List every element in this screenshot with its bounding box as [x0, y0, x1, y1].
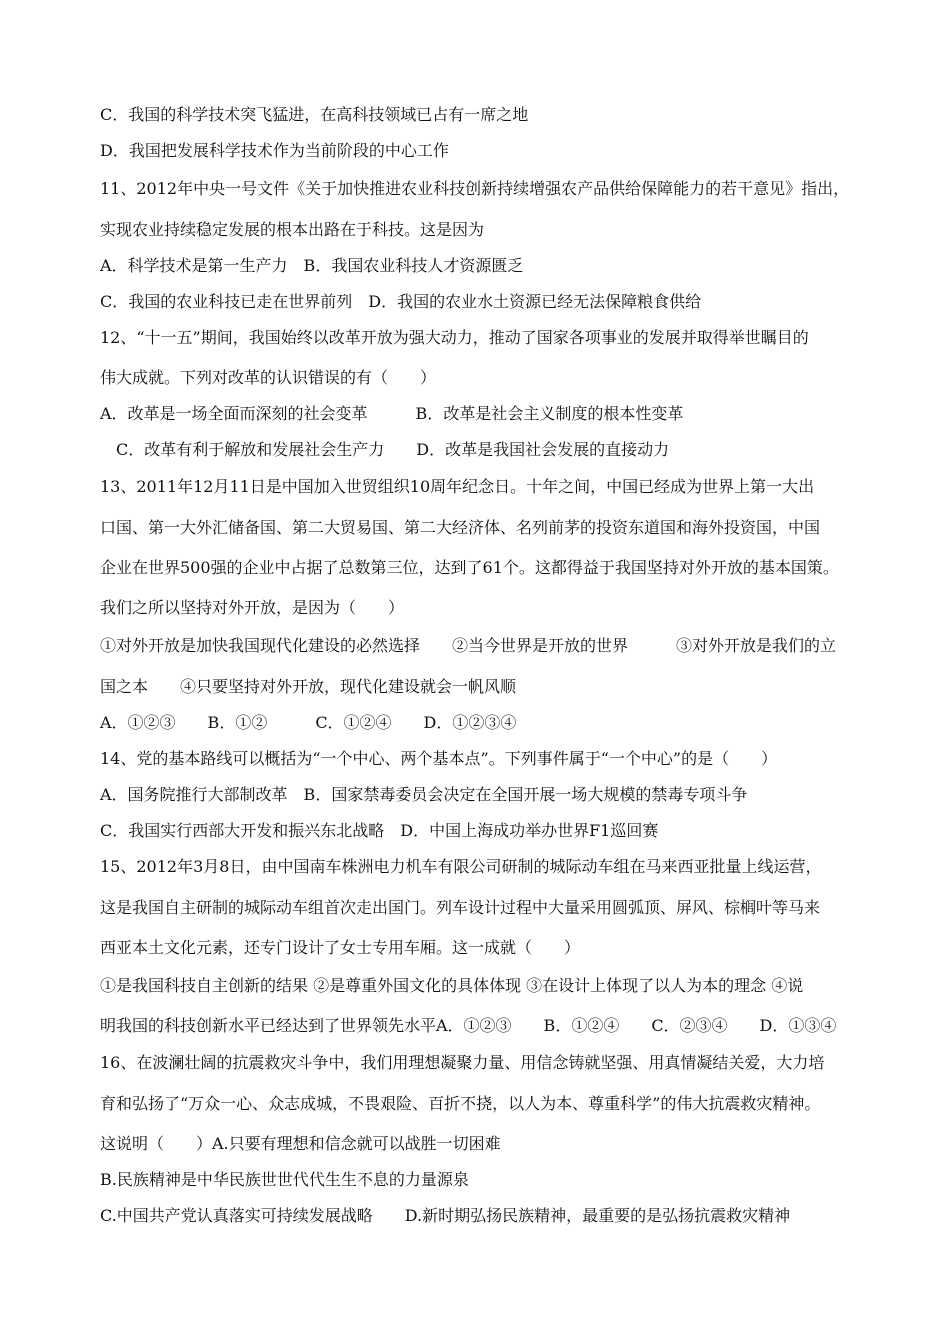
q14-options-cd: C．我国实行西部大开发和振兴东北战略 D．中国上海成功举办世界F1巡回赛: [100, 821, 659, 840]
q16-options-cd: C.中国共产党认真落实可持续发展战略 D.新时期弘扬民族精神，最重要的是弘扬抗震救灾精神: [100, 1206, 791, 1225]
q13-stem-line-2: 口国、第一大外汇储备国、第二大贸易国、第二大经济体、名列前茅的投资东道国和海外投资国，中国: [100, 518, 821, 537]
q16-stem-and-option-a: 这说明（ ）A.只要有理想和信念就可以战胜一切困难: [100, 1134, 501, 1153]
q13-statements-line-2: 国之本 ④只要坚持对外开放，现代化建设就会一帆风顺: [100, 677, 517, 696]
q16-option-b: B.民族精神是中华民族世世代代生生不息的力量源泉: [100, 1170, 469, 1189]
q13-stem-line-3: 企业在世界500强的企业中占据了总数第三位，达到了61个。这都得益于我国坚持对外开放的基本国策。: [100, 558, 839, 577]
q11-stem-line-1: 11、2012年中央一号文件《关于加快推进农业科技创新持续增强农产品供给保障能力的若干意见》指出，: [100, 179, 850, 198]
q11-stem-line-2: 实现农业持续稳定发展的根本出路在于科技。这是因为: [100, 220, 485, 239]
q13-options: A．①②③ B．①② C．①②④ D．①②③④: [100, 713, 517, 732]
q12-options-ab: A．改革是一场全面而深刻的社会变革 B．改革是社会主义制度的根本性变革: [100, 404, 684, 423]
q15-statements-line-1: ①是我国科技自主创新的结果 ②是尊重外国文化的具体体现 ③在设计上体现了以人为本的理念 ④说: [100, 976, 804, 995]
q13-stem-line-1: 13、2011年12月11日是中国加入世贸组织10周年纪念日。十年之间，中国已经成为世界上第一大出: [100, 477, 815, 496]
q11-options-cd: C．我国的农业科技已走在世界前列 D．我国的农业水土资源已经无法保障粮食供给: [100, 292, 702, 311]
q12-stem-line-1: 12、“十一五”期间，我国始终以改革开放为强大动力，推动了国家各项事业的发展并取得举世瞩目的: [100, 328, 809, 347]
q13-statements-line-1: ①对外开放是加快我国现代化建设的必然选择 ②当今世界是开放的世界 ③对外开放是我们的立: [100, 636, 837, 655]
q15-stem-line-3: 西亚本土文化元素，还专门设计了女士专用车厢。这一成就（ ）: [100, 938, 581, 957]
q16-stem-line-1: 16、在波澜壮阔的抗震救灾斗争中，我们用理想凝聚力量、用信念铸就坚强、用真情凝结关爱，大力培: [100, 1053, 825, 1072]
q15-stem-line-2: 这是我国自主研制的城际动车组首次走出国门。列车设计过程中大量采用圆弧顶、屏风、棕榈叶等马来: [100, 898, 821, 917]
q11-options-ab: A．科学技术是第一生产力 B．我国农业科技人才资源匮乏: [100, 256, 524, 275]
q12-options-cd: C．改革有利于解放和发展社会生产力 D．改革是我国社会发展的直接动力: [100, 440, 670, 459]
q14-stem: 14、党的基本路线可以概括为“一个中心、两个基本点”。下列事件属于“一个中心”的是（ ）: [100, 749, 778, 768]
q10-option-c: C．我国的科学技术突飞猛进，在高科技领域已占有一席之地: [100, 105, 529, 124]
q13-stem-line-4: 我们之所以坚持对外开放，是因为（ ）: [100, 598, 405, 617]
q15-statements-and-options: 明我国的科技创新水平已经达到了世界领先水平A．①②③ B．①②④ C．②③④ D．①③④: [100, 1016, 837, 1035]
q15-stem-line-1: 15、2012年3月8日，由中国南车株洲电力机车有限公司研制的城际动车组在马来西亚批量上线运营，: [100, 857, 822, 876]
q14-options-ab: A．国务院推行大部制改革 B．国家禁毒委员会决定在全国开展一场大规模的禁毒专项斗争: [100, 785, 748, 804]
q16-stem-line-2: 育和弘扬了“万众一心、众志成城，不畏艰险、百折不挠，以人为本、尊重科学”的伟大抗震救灾精神。: [100, 1094, 821, 1113]
q10-option-d: D．我国把发展科学技术作为当前阶段的中心工作: [100, 141, 449, 160]
q12-stem-line-2: 伟大成就。下列对改革的认识错误的有（ ）: [100, 368, 437, 387]
